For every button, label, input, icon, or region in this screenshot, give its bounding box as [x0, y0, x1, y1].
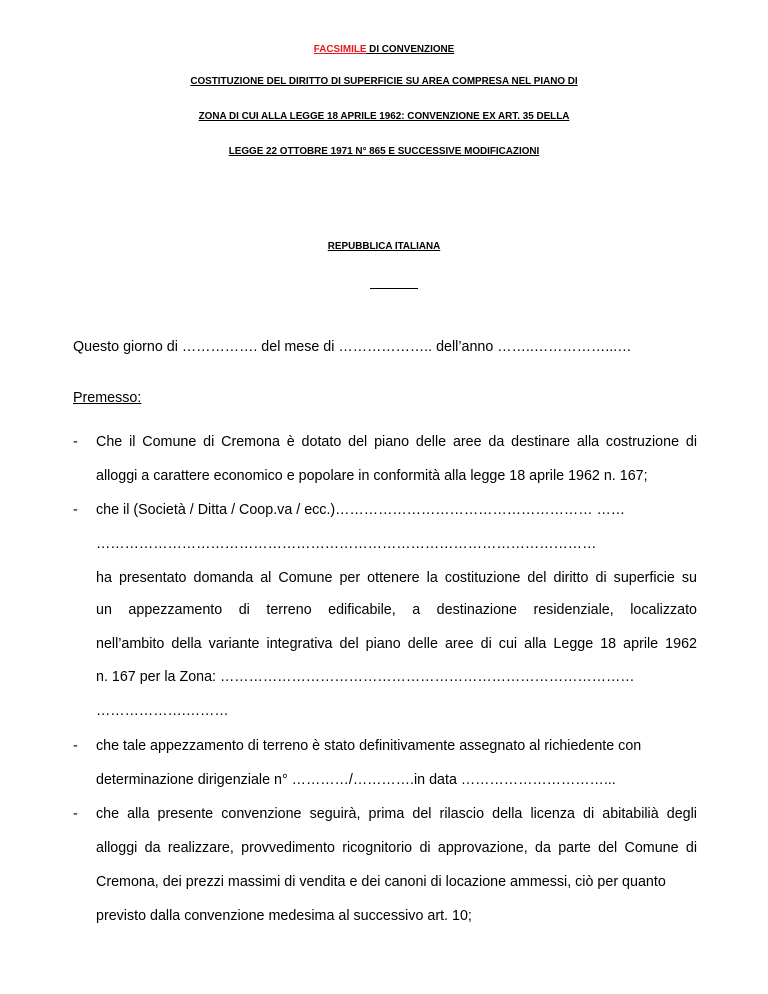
- list-bullet: -: [73, 806, 78, 822]
- item-4-line-3: Cremona, dei prezzi massimi di vendita e dei canoni di locazione ammessi, ciò per quanto: [96, 874, 666, 890]
- title-line-1: COSTITUZIONE DEL DIRITTO DI SUPERFICIE SU AREA COMPRESA NEL PIANO DI: [190, 76, 578, 87]
- item-4-line-4: previsto dalla convenzione medesima al successivo art. 10;: [96, 908, 472, 924]
- document-heading: [0, 41, 768, 59]
- date-line: Questo giorno di ……………. del mese di ……………….. dell’anno ……..……………...…: [73, 339, 632, 355]
- list-bullet: -: [73, 738, 78, 754]
- item-2-line-6: n. 167 per la Zona: ……………………………………………………………………………: [96, 669, 635, 685]
- item-2-line-2: ……………………………………………………………………………………………: [96, 536, 597, 552]
- item-2-line-7: ……………….………: [96, 703, 229, 719]
- item-2-line-1: che il (Società / Ditta / Coop.va / ecc.)……………………………………………… ……: [96, 502, 626, 518]
- premesso-label: Premesso:: [73, 390, 142, 406]
- list-bullet: -: [73, 502, 78, 518]
- item-2-line-5: nell’ambito della variante integrativa del piano delle aree di cui alla Legge 18 aprile 1962: [96, 636, 697, 652]
- item-3-line-1: che tale appezzamento di terreno è stato definitivamente assegnato al richiedente con: [96, 738, 642, 754]
- republic-heading: REPUBBLICA ITALIANA: [327, 241, 441, 252]
- item-3-line-2: determinazione dirigenziale n° …………/………….in data …………………………...: [96, 772, 616, 788]
- title-line-2: ZONA DI CUI ALLA LEGGE 18 APRILE 1962: CONVENZIONE EX ART. 35 DELLA: [198, 111, 570, 122]
- list-bullet: -: [73, 434, 78, 450]
- heading-rest: DI CONVENZIONE: [366, 44, 455, 55]
- item-2-line-3: ha presentato domanda al Comune per ottenere la costituzione del diritto di superficie su: [96, 570, 697, 586]
- facsimile-label: FACSIMILE: [313, 44, 367, 55]
- item-4-line-1: che alla presente convenzione seguirà, prima del rilascio della licenza di abitabilià degli: [96, 806, 697, 822]
- title-line-3: LEGGE 22 OTTOBRE 1971 N° 865 E SUCCESSIVE MODIFICAZIONI: [228, 146, 540, 157]
- item-1-line-1: Che il Comune di Cremona è dotato del piano delle aree da destinare alla costruzione di: [96, 434, 697, 450]
- item-2-line-4: un appezzamento di terreno edificabile, a destinazione residenziale, localizzato: [96, 602, 697, 618]
- separator-rule: [370, 288, 418, 289]
- item-4-line-2: alloggi da realizzare, provvedimento ricognitorio di approvazione, da parte del Comune di: [96, 840, 697, 856]
- item-1-line-2: alloggi a carattere economico e popolare in conformità alla legge 18 aprile 1962 n. 167;: [96, 468, 648, 484]
